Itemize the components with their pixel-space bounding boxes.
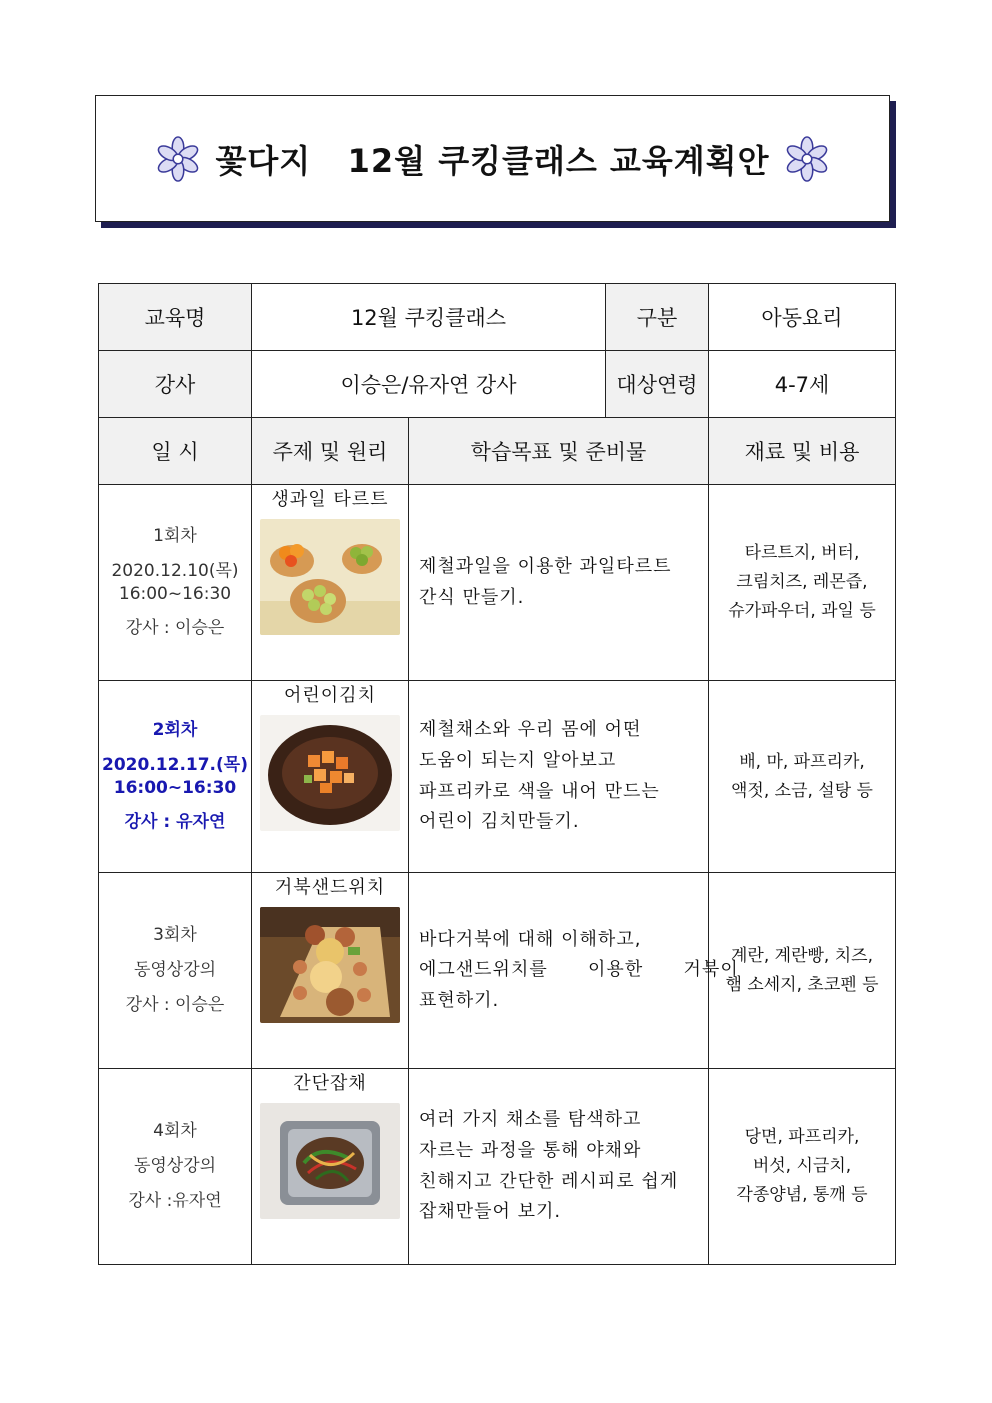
info-row-name [99,284,896,351]
session-topic [252,485,409,681]
materials-line: 버섯, 시금치, [752,1156,852,1177]
session-number: 3회차 [153,925,197,946]
turtle-sandwich-photo [260,907,400,1023]
session-date: 동영상강의 [133,1156,217,1177]
education-plan-table [98,283,896,1265]
col-header-datetime: 일 시 [99,418,252,485]
education-name: 12월 쿠킹클래스 [252,284,606,351]
session-row [99,485,896,681]
topic-label: 거북샌드위치 [274,877,386,898]
session-number: 2회차 [152,719,198,740]
instructor-value: 이승은/유자연 강사 [252,351,606,418]
flower-icon [784,136,830,182]
japchae-photo [260,1103,400,1219]
col-header-topic: 주제 및 원리 [252,418,409,485]
session-row [99,1069,896,1265]
session-teacher: 강사 : 유자연 [124,812,226,833]
goal-line: 제철과일을 이용한 과일타르트 [419,555,672,577]
session-row [99,873,896,1069]
session-materials [709,681,896,873]
session-time: 16:00~16:30 [113,777,237,798]
session-time: 16:00~16:30 [118,583,232,604]
goal-line: 에그샌드위치를 이용한 거북이 [419,959,739,981]
session-number: 4회차 [153,1121,197,1142]
session-schedule [99,485,252,681]
topic-label: 어린이김치 [284,685,376,706]
session-schedule [99,1069,252,1265]
materials-line: 액젓, 소금, 설탕 등 [731,780,873,801]
session-schedule [99,873,252,1069]
session-topic [252,681,409,873]
session-date: 2020.12.17.(목) [102,754,248,775]
age-value: 4-7세 [709,351,896,418]
session-date: 동영상강의 [133,960,217,981]
goal-line: 표현하기. [419,989,500,1011]
topic-label: 간단잡채 [293,1073,367,1094]
session-materials [709,1069,896,1265]
col-header-goal: 학습목표 및 준비물 [409,418,709,485]
session-goal [409,681,709,873]
session-schedule [99,681,252,873]
session-topic [252,1069,409,1265]
title-box [95,95,890,222]
topic-label: 생과일 타르트 [271,489,389,510]
session-goal [409,485,709,681]
session-date: 2020.12.10(목) [111,560,239,581]
session-teacher: 강사 : 이승은 [125,994,225,1015]
goal-line: 잡채만들어 보기. [419,1201,562,1223]
label-age: 대상연령 [606,351,709,418]
goal-line: 친해지고 간단한 레시피로 쉽게 [419,1170,679,1192]
page-title: 꽃다지 12월 쿠킹클래스 교육계획안 [215,141,770,180]
goal-line: 도움이 되는지 알아보고 [419,749,617,771]
kids-kimchi-photo [260,715,400,831]
goal-line: 바다거북에 대해 이해하고, [419,928,642,950]
materials-line: 타르트지, 버터, [744,543,860,564]
session-topic [252,873,409,1069]
materials-line: 각종양념, 통깨 등 [736,1184,868,1205]
label-instructor: 강사 [99,351,252,418]
category-value: 아동요리 [709,284,896,351]
materials-line: 햄 소세지, 초코펜 등 [725,974,879,995]
fruit-tart-photo [260,519,400,635]
session-number: 1회차 [153,525,197,546]
session-teacher: 강사 :유자연 [128,1190,222,1211]
goal-line: 자르는 과정을 통해 야채와 [419,1139,642,1161]
session-materials [709,485,896,681]
flower-icon [155,136,201,182]
goal-line: 여러 가지 채소를 탐색하고 [419,1109,642,1131]
session-goal [409,873,739,1069]
goal-line: 어린이 김치만들기. [419,811,580,833]
info-row-instructor [99,351,896,418]
col-header-materials: 재료 및 비용 [709,418,896,485]
goal-line: 파프리카로 색을 내어 만드는 [419,780,660,802]
goal-line: 간식 만들기. [419,586,525,608]
materials-line: 당면, 파프리카, [744,1127,860,1148]
session-teacher: 강사 : 이승은 [125,618,225,639]
session-materials [709,873,896,1069]
materials-line: 계란, 계란빵, 치즈, [731,945,873,966]
label-education-name: 교육명 [99,284,252,351]
session-row [99,681,896,873]
materials-line: 슈가파우더, 과일 등 [728,600,876,621]
goal-line: 제철채소와 우리 몸에 어떤 [419,719,642,741]
materials-line: 크림치즈, 레몬즙, [736,572,868,593]
column-header-row [99,418,896,485]
label-category: 구분 [606,284,709,351]
materials-line: 배, 마, 파프리카, [739,751,865,772]
session-goal [409,1069,709,1265]
